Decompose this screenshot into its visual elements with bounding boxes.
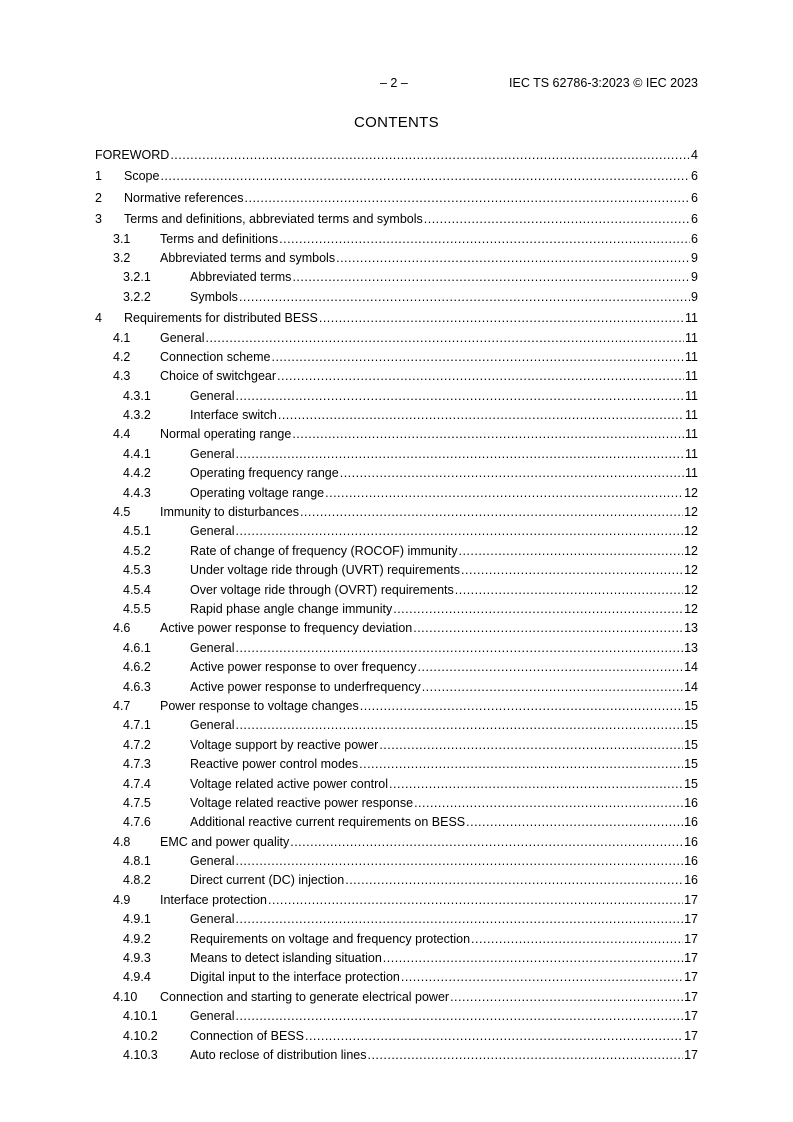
- toc-entry[interactable]: [95, 249, 698, 268]
- toc-entry[interactable]: [95, 988, 698, 1007]
- toc-entry[interactable]: [95, 146, 698, 165]
- toc-entry-number: 4.7.6: [123, 815, 151, 830]
- toc-entry-page: 15: [684, 776, 698, 791]
- toc-entry-page: 11: [685, 311, 698, 326]
- toc-entry[interactable]: [95, 561, 698, 580]
- toc-entry-page: 16: [684, 873, 698, 888]
- toc-entry-page: 11: [685, 427, 698, 442]
- toc-entry-page: 17: [684, 989, 698, 1004]
- toc-entry-page: 12: [684, 582, 698, 597]
- toc-entry-page: 6: [691, 212, 698, 227]
- toc-entry-title: Voltage related active power control: [190, 776, 389, 791]
- toc-entry[interactable]: [95, 716, 698, 735]
- toc-entry-title: General: [190, 718, 235, 733]
- toc-entry-number: 4.6.2: [123, 660, 151, 675]
- toc-entry-number: 4.7: [113, 698, 131, 713]
- toc-entry[interactable]: [95, 755, 698, 774]
- toc-entry-page: 17: [684, 1028, 698, 1043]
- toc-entry-page: 15: [684, 737, 698, 752]
- toc-entry[interactable]: [95, 930, 698, 949]
- toc-dot-leader: [205, 329, 684, 348]
- toc-entry-title: Over voltage ride through (OVRT) requirements: [190, 582, 454, 597]
- toc-entry-title: Operating voltage range: [190, 485, 325, 500]
- toc-entry[interactable]: [95, 503, 698, 522]
- page-number: – 2 –: [380, 76, 408, 90]
- toc-entry-title: Scope: [124, 169, 160, 184]
- toc-entry-title: Requirements on voltage and frequency protection: [190, 931, 471, 946]
- toc-entry-page: 12: [684, 601, 698, 616]
- toc-entry[interactable]: [95, 678, 698, 697]
- toc-entry-number: 4.1: [113, 330, 131, 345]
- toc-entry[interactable]: [95, 288, 698, 307]
- toc-dot-leader: [424, 210, 690, 229]
- toc-entry-page: 11: [685, 349, 698, 364]
- toc-entry-title: General: [190, 854, 235, 869]
- toc-entry-title: Auto reclose of distribution lines: [190, 1047, 367, 1062]
- toc-entry[interactable]: [95, 833, 698, 852]
- toc-dot-leader: [292, 268, 690, 287]
- toc-dot-leader: [471, 930, 683, 949]
- toc-dot-leader: [422, 678, 683, 697]
- toc-entry-number: 4.2: [113, 349, 131, 364]
- toc-entry-title: Symbols: [190, 289, 238, 304]
- toc-entry-page: 11: [685, 388, 698, 403]
- toc-entry-page: 17: [684, 1009, 698, 1024]
- toc-entry-page: 13: [684, 640, 698, 655]
- toc-entry-page: 12: [684, 505, 698, 520]
- toc-dot-leader: [278, 406, 684, 425]
- toc-entry-number: 4.5.1: [123, 524, 151, 539]
- toc-entry-page: 9: [691, 270, 698, 285]
- toc-entry-title: Interface switch: [190, 408, 277, 423]
- toc-entry-number: 4.9.1: [123, 912, 151, 927]
- toc-entry-page: 9: [691, 250, 698, 265]
- toc-entry[interactable]: [95, 1027, 698, 1046]
- toc-entry-page: 6: [691, 231, 698, 246]
- toc-entry[interactable]: [95, 852, 698, 871]
- toc-dot-leader: [271, 348, 684, 367]
- toc-entry-page: 17: [684, 931, 698, 946]
- toc-entry-number: 4: [95, 311, 102, 326]
- toc-dot-leader: [319, 309, 684, 328]
- toc-entry[interactable]: [95, 949, 698, 968]
- toc-entry-number: 4.9: [113, 892, 131, 907]
- toc-dot-leader: [300, 503, 683, 522]
- toc-entry[interactable]: [95, 484, 698, 503]
- toc-entry[interactable]: [95, 309, 698, 328]
- toc-entry[interactable]: [95, 464, 698, 483]
- toc-dot-leader: [340, 464, 684, 483]
- toc-entry[interactable]: [95, 658, 698, 677]
- toc-dot-leader: [367, 1046, 683, 1065]
- toc-entry-number: 4.5.2: [123, 543, 151, 558]
- toc-entry-page: 6: [691, 169, 698, 184]
- toc-entry-title: Voltage support by reactive power: [190, 737, 379, 752]
- toc-entry-title: General: [190, 912, 235, 927]
- toc-entry-number: 4.9.4: [123, 970, 151, 985]
- toc-dot-leader: [235, 910, 683, 929]
- toc-dot-leader: [305, 1027, 683, 1046]
- toc-entry-number: 3.2: [113, 250, 131, 265]
- toc-entry[interactable]: [95, 189, 698, 208]
- toc-dot-leader: [235, 445, 684, 464]
- toc-dot-leader: [413, 619, 683, 638]
- toc-entry[interactable]: [95, 639, 698, 658]
- toc-dot-leader: [379, 736, 683, 755]
- toc-entry-number: 4.5.3: [123, 563, 151, 578]
- toc-entry-title: Connection scheme: [160, 349, 271, 364]
- toc-dot-leader: [466, 813, 683, 832]
- toc-entry-number: 4.7.2: [123, 737, 151, 752]
- toc-entry[interactable]: [95, 1007, 698, 1026]
- toc-entry[interactable]: [95, 367, 698, 386]
- toc-entry-number: 4.6: [113, 621, 131, 636]
- toc-entry-title: Abbreviated terms and symbols: [160, 250, 336, 265]
- toc-entry-number: 4.10.2: [123, 1028, 158, 1043]
- toc-entry-number: 4.4.1: [123, 446, 151, 461]
- toc-entry-page: 16: [684, 854, 698, 869]
- toc-entry-title: Abbreviated terms: [190, 270, 292, 285]
- toc-entry-title: EMC and power quality: [160, 834, 290, 849]
- toc-entry-title: Rate of change of frequency (ROCOF) immunity: [190, 543, 458, 558]
- toc-dot-leader: [325, 484, 683, 503]
- toc-dot-leader: [290, 833, 683, 852]
- toc-entry[interactable]: [95, 406, 698, 425]
- toc-entry-page: 15: [684, 698, 698, 713]
- toc-entry-number: 4.8.1: [123, 854, 151, 869]
- toc-entry[interactable]: [95, 600, 698, 619]
- toc-entry-title: Active power response to frequency deviation: [160, 621, 413, 636]
- toc-entry-number: 4.3.1: [123, 388, 151, 403]
- toc-entry-number: 4.5.5: [123, 601, 151, 616]
- toc-entry-page: 9: [691, 289, 698, 304]
- toc-entry-page: 17: [684, 951, 698, 966]
- toc-entry-title: General: [190, 388, 235, 403]
- toc-entry-title: Active power response to over frequency: [190, 660, 417, 675]
- toc-entry-title: Power response to voltage changes: [160, 698, 359, 713]
- toc-entry-title: Normative references: [124, 190, 244, 205]
- toc-entry-number: 4.6.3: [123, 679, 151, 694]
- toc-entry-page: 13: [684, 621, 698, 636]
- toc-entry-number: 4.3: [113, 369, 131, 384]
- toc-dot-leader: [245, 189, 691, 208]
- toc-entry-title: General: [190, 1009, 235, 1024]
- toc-entry-title: General: [190, 446, 235, 461]
- toc-dot-leader: [292, 425, 684, 444]
- toc-dot-leader: [360, 697, 683, 716]
- toc-entry[interactable]: [95, 968, 698, 987]
- toc-entry-title: Terms and definitions, abbreviated terms and symbols: [124, 212, 423, 227]
- toc-entry[interactable]: [95, 794, 698, 813]
- toc-dot-leader: [239, 288, 690, 307]
- toc-entry-number: 1: [95, 169, 102, 184]
- toc-entry-number: 4.10: [113, 989, 138, 1004]
- document-reference: IEC TS 62786-3:2023 © IEC 2023: [509, 76, 698, 90]
- toc-entry[interactable]: [95, 210, 698, 229]
- toc-dot-leader: [414, 794, 683, 813]
- toc-entry-number: 4.4: [113, 427, 131, 442]
- toc-entry[interactable]: [95, 813, 698, 832]
- toc-entry[interactable]: [95, 619, 698, 638]
- toc-entry-number: 4.6.1: [123, 640, 151, 655]
- toc-entry-number: 4.9.3: [123, 951, 151, 966]
- toc-dot-leader: [235, 639, 683, 658]
- toc-entry-page: 17: [684, 970, 698, 985]
- toc-entry-title: General: [160, 330, 205, 345]
- toc-entry[interactable]: [95, 697, 698, 716]
- toc-entry-title: Means to detect islanding situation: [190, 951, 382, 966]
- toc-entry-number: 4.10.3: [123, 1047, 158, 1062]
- toc-entry-page: 15: [684, 757, 698, 772]
- toc-entry-number: 4.7.5: [123, 795, 151, 810]
- toc-entry-page: 12: [684, 524, 698, 539]
- toc-dot-leader: [458, 542, 683, 561]
- toc-entry-title: Direct current (DC) injection: [190, 873, 345, 888]
- toc-dot-leader: [277, 367, 684, 386]
- toc-entry-page: 11: [685, 330, 698, 345]
- toc-entry[interactable]: [95, 230, 698, 249]
- toc-entry-title: FOREWORD: [95, 148, 170, 162]
- toc-dot-leader: [401, 968, 683, 987]
- toc-entry[interactable]: [95, 891, 698, 910]
- toc-entry[interactable]: [95, 268, 698, 287]
- toc-dot-leader: [345, 871, 683, 890]
- toc-dot-leader: [235, 1007, 683, 1026]
- toc-entry-page: 12: [684, 563, 698, 578]
- toc-dot-leader: [336, 249, 690, 268]
- toc-entry[interactable]: [95, 425, 698, 444]
- toc-entry-title: Requirements for distributed BESS: [124, 311, 318, 326]
- toc-entry[interactable]: [95, 910, 698, 929]
- toc-entry[interactable]: [95, 1046, 698, 1065]
- toc-dot-leader: [235, 387, 684, 406]
- toc-entry-title: Operating frequency range: [190, 466, 339, 481]
- toc-entry-number: 4.9.2: [123, 931, 151, 946]
- toc-dot-leader: [170, 146, 690, 165]
- toc-entry-title: General: [190, 524, 235, 539]
- toc-entry-number: 2: [95, 190, 102, 205]
- toc-entry-page: 15: [684, 718, 698, 733]
- toc-entry-number: 3.2.1: [123, 270, 151, 285]
- toc-entry[interactable]: [95, 736, 698, 755]
- toc-entry-title: Choice of switchgear: [160, 369, 277, 384]
- toc-dot-leader: [450, 988, 683, 1007]
- toc-entry-number: 4.5: [113, 505, 131, 520]
- toc-entry[interactable]: [95, 775, 698, 794]
- toc-dot-leader: [389, 775, 683, 794]
- toc-dot-leader: [160, 167, 690, 186]
- contents-title: CONTENTS: [354, 114, 439, 131]
- toc-entry-title: Interface protection: [160, 892, 268, 907]
- toc-entry-page: 11: [685, 408, 698, 423]
- toc-entry-page: 17: [684, 1047, 698, 1062]
- toc-entry-page: 16: [684, 834, 698, 849]
- table-of-contents: [95, 146, 698, 1065]
- toc-entry[interactable]: [95, 387, 698, 406]
- toc-dot-leader: [235, 852, 683, 871]
- toc-dot-leader: [418, 658, 684, 677]
- toc-entry-page: 12: [684, 543, 698, 558]
- toc-entry-page: 11: [685, 369, 698, 384]
- toc-entry-page: 14: [684, 679, 698, 694]
- toc-entry-number: 4.7.3: [123, 757, 151, 772]
- toc-entry-number: 3.2.2: [123, 289, 151, 304]
- toc-entry[interactable]: [95, 329, 698, 348]
- toc-entry-number: 4.8: [113, 834, 131, 849]
- toc-entry[interactable]: [95, 445, 698, 464]
- toc-entry-page: 17: [684, 892, 698, 907]
- toc-entry[interactable]: [95, 542, 698, 561]
- toc-entry-number: 4.4.2: [123, 466, 151, 481]
- toc-entry-title: Immunity to disturbances: [160, 505, 299, 520]
- toc-dot-leader: [359, 755, 683, 774]
- toc-dot-leader: [461, 561, 683, 580]
- toc-entry-page: 17: [684, 912, 698, 927]
- toc-entry-number: 3.1: [113, 231, 131, 246]
- toc-entry[interactable]: [95, 167, 698, 186]
- toc-entry-page: 11: [685, 466, 698, 481]
- toc-entry-page: 6: [691, 190, 698, 205]
- toc-dot-leader: [455, 581, 683, 600]
- toc-dot-leader: [279, 230, 690, 249]
- toc-entry-number: 4.3.2: [123, 408, 151, 423]
- toc-entry-page: 12: [684, 485, 698, 500]
- toc-entry[interactable]: [95, 348, 698, 367]
- toc-entry-number: 4.5.4: [123, 582, 151, 597]
- toc-entry-page: 11: [685, 446, 698, 461]
- toc-entry-number: 4.7.4: [123, 776, 151, 791]
- toc-entry[interactable]: [95, 871, 698, 890]
- toc-dot-leader: [235, 716, 683, 735]
- toc-entry-number: 4.4.3: [123, 485, 151, 500]
- toc-entry-title: Connection of BESS: [190, 1028, 304, 1043]
- toc-entry-number: 4.10.1: [123, 1009, 158, 1024]
- toc-dot-leader: [235, 522, 683, 541]
- toc-entry-number: 3: [95, 212, 102, 227]
- toc-entry-title: Rapid phase angle change immunity: [190, 601, 393, 616]
- toc-entry-page: 14: [684, 660, 698, 675]
- toc-entry-title: Under voltage ride through (UVRT) requirements: [190, 563, 461, 578]
- toc-entry-title: Voltage related reactive power response: [190, 795, 414, 810]
- toc-entry-title: Connection and starting to generate electrical power: [160, 989, 450, 1004]
- toc-dot-leader: [383, 949, 683, 968]
- page-header: [0, 76, 793, 92]
- toc-entry-page: 16: [684, 795, 698, 810]
- toc-entry-number: 4.8.2: [123, 873, 151, 888]
- toc-entry-title: General: [190, 640, 235, 655]
- toc-entry-title: Digital input to the interface protection: [190, 970, 400, 985]
- toc-entry-title: Normal operating range: [160, 427, 292, 442]
- toc-entry-title: Reactive power control modes: [190, 757, 359, 772]
- toc-dot-leader: [268, 891, 683, 910]
- toc-dot-leader: [393, 600, 683, 619]
- toc-entry[interactable]: [95, 522, 698, 541]
- toc-entry-page: 4: [691, 148, 698, 162]
- toc-entry-title: Active power response to underfrequency: [190, 679, 421, 694]
- toc-entry-number: 4.7.1: [123, 718, 151, 733]
- toc-entry-page: 16: [684, 815, 698, 830]
- toc-entry-title: Additional reactive current requirements on BESS: [190, 815, 466, 830]
- toc-entry[interactable]: [95, 581, 698, 600]
- toc-entry-title: Terms and definitions: [160, 231, 279, 246]
